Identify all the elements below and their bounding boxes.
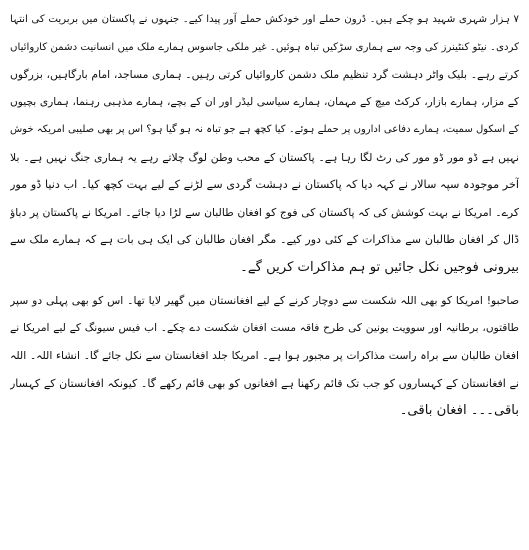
- text-line: صاحبو! امریکا کو بھی اللہ شکست سے دوچار کرنے کے لیے افغانستان میں گھیر لایا تھا۔ اس کو بھی پہلی دو سپر: [10, 294, 519, 307]
- text-line: طاقتوں، برطانیہ اور سوویت یونین کی طرح فاقہ مست افغان شکست دے چکے۔ اب فیس سیونگ کے لیے امریکا نے: [10, 321, 519, 334]
- text-line: ۷ ہزار شہری شہید ہو چکے ہیں۔ ڈرون حملے اور خودکش حملے آور پیدا کیے۔ جنہوں نے پاکستان میں بربریت کی انتہا: [10, 14, 519, 25]
- text-line: نے افغانستان کے کہساروں کو جب تک قائم رکھنا ہے افغانوں کو بھی قائم رکھے گا۔ کیونکہ افغانستان کے کہسار: [10, 376, 519, 390]
- paragraph: [10, 287, 519, 425]
- text-line: کے مزار، ہمارے بازار، کرکٹ میچ کے مہمان، ہمارے سیاسی لیڈر اور ان کے بچے، ہمارے مذہبی رہنما، ہماری بچیوں: [10, 95, 519, 108]
- paragraph: [10, 6, 519, 281]
- text-line: کرتے رہے۔ بلیک واٹر دہشت گرد تنظیم ملک دشمن کاروائیاں کرتی رہیں۔ ہماری مساجد، امام بارگاہیں، بزرگوں: [10, 68, 519, 81]
- text-line: کردی۔ نیٹو کنٹینرز کی وجہ سے ہماری سڑکیں تباہ ہوئیں۔ غیر ملکی جاسوس ہمارے ملک میں انسانیت دشمن کاروائیاں: [10, 41, 519, 53]
- text-line: ڈال کر افغان طالبان سے مذاکرات کے کئی دور کیے۔ مگر افغان طالبان کی ایک ہی بات ہے کہ ہمارے ملک سے: [10, 233, 519, 246]
- text-line: کے اسکول سمیت، ہمارے دفاعی اداروں پر حملے ہوئے۔ کیا کچھ ہے جو تباہ نہ ہو گیا ہو؟ اس پر بھی صلیبی امریکہ خوش: [10, 124, 519, 135]
- text-line: آخر موجودہ سپہ سالار نے کہہ دیا کہ پاکستان نے دہشت گردی سے لڑنے کے لیے بہت کچھ کیا۔ اب دنیا ڈو مور: [10, 178, 519, 191]
- text-line: کرے۔ امریکا نے بہت کوشش کی کہ پاکستان کی فوج کو افغان طالبان سے لڑا دیا جائے۔ امریکا نے پاکستان پر دباؤ: [10, 205, 519, 219]
- text-line: افغان طالبان سے براہ راست مذاکرات پر مجبور ہوا ہے۔ امریکا جلد افغانستان سے نکل جائے گا۔ انشاء اللہ۔ اللہ: [10, 349, 519, 362]
- text-line: نہیں ہے ڈو مور ڈو مور کی رٹ لگا رہا ہے۔ پاکستان کے محب وطن لوگ چلاتے رہے یہ ہماری جنگ نہیں ہے۔ بلا: [10, 150, 519, 164]
- text-line: باقی۔۔۔ افغان باقی۔: [399, 403, 519, 418]
- text-line: بیرونی فوجیں نکل جائیں تو ہم مذاکرات کریں گے۔: [240, 259, 519, 275]
